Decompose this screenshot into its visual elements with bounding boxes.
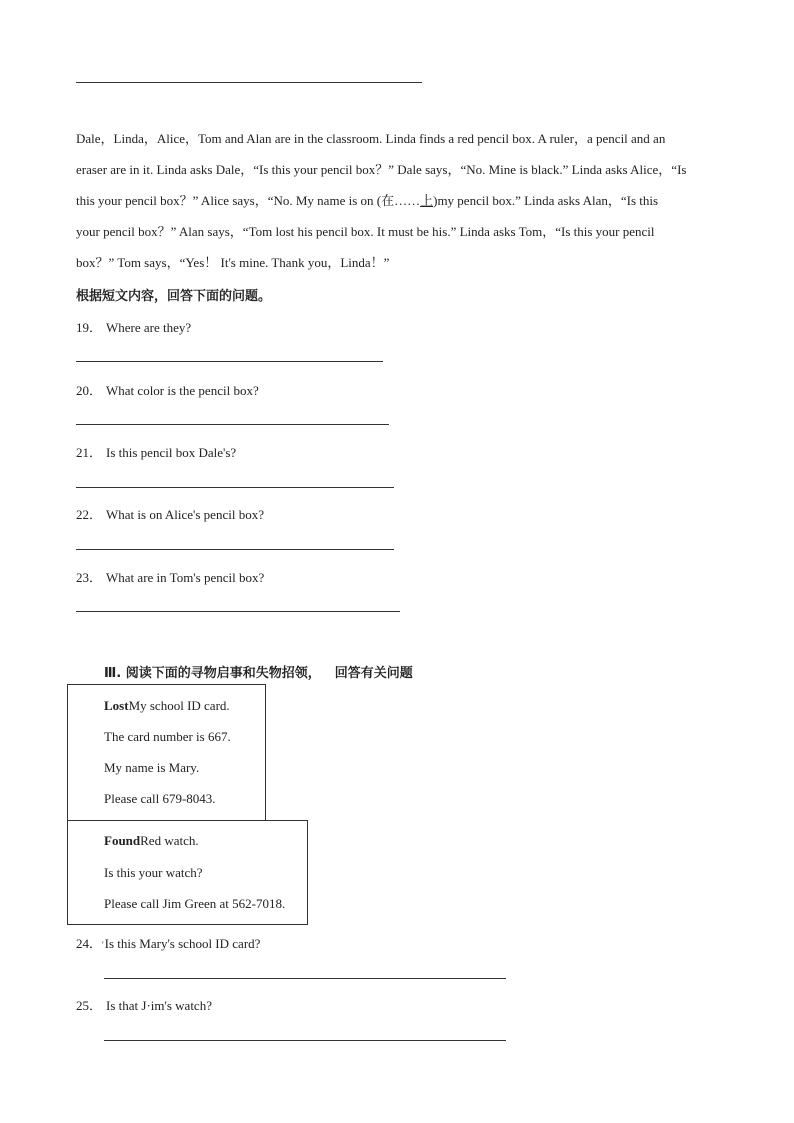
passage-line-1: Dale，Linda，Alice，Tom and Alan are in the classroom. Linda finds a red pencil box. A ruler，a pencil and an xyxy=(76,131,666,146)
found-notice xyxy=(67,820,308,925)
question-text: What are in Tom's pencil box? xyxy=(106,570,265,585)
question-number: 22． xyxy=(76,507,103,522)
question-25 xyxy=(76,995,212,1014)
found-heading: Found xyxy=(104,833,141,848)
question-23 xyxy=(76,567,264,586)
question-number: 20． xyxy=(76,383,103,398)
question-text: Is this pencil box Dale's? xyxy=(106,445,237,460)
passage-underlined-word: 上 xyxy=(420,193,434,208)
lost-line-3: My name is Mary. xyxy=(104,760,200,775)
answer-line-21[interactable] xyxy=(76,487,394,488)
question-number: 25． xyxy=(76,998,103,1013)
answer-line-24[interactable] xyxy=(104,978,506,979)
question-number: 24． xyxy=(76,936,103,951)
section-heading xyxy=(104,662,413,681)
question-24 xyxy=(76,933,260,952)
found-text-1: Red watch. xyxy=(140,833,199,848)
question-number: 19． xyxy=(76,320,103,335)
lost-line-2: The card number is 667. xyxy=(104,729,231,744)
section-roman: Ⅲ. xyxy=(104,666,122,681)
section-title: 阅读下面的寻物启事和失物招领， xyxy=(125,666,321,681)
question-text: Is that J·im's watch? xyxy=(106,998,212,1013)
question-20 xyxy=(76,380,259,399)
question-text: What color is the pencil box? xyxy=(106,383,259,398)
lost-line-1 xyxy=(104,698,230,714)
lost-text-1: My school ID card. xyxy=(128,698,230,713)
question-number: 21． xyxy=(76,445,103,460)
question-22 xyxy=(76,504,264,523)
passage-line-3 xyxy=(76,185,726,216)
reading-passage xyxy=(76,123,726,278)
lost-line-4: Please call 679-8043. xyxy=(104,791,216,806)
question-21 xyxy=(76,442,236,461)
passage-line-5: box？” Tom says，“Yes！ It's mine. Thank you，Linda！” xyxy=(76,255,390,270)
answer-line-top xyxy=(76,82,422,83)
answer-line-23[interactable] xyxy=(76,611,400,612)
answer-line-25[interactable] xyxy=(104,1040,506,1041)
found-line-2: Is this your watch? xyxy=(104,865,203,880)
lost-heading: Lost xyxy=(104,698,129,713)
question-text: Is this Mary's school ID card? xyxy=(104,936,261,951)
question-number: 23． xyxy=(76,570,103,585)
section-title-2: 回答有关问题 xyxy=(334,666,413,681)
answer-line-20[interactable] xyxy=(76,424,389,425)
found-line-3: Please call Jim Green at 562-7018. xyxy=(104,896,286,911)
passage-line-4: your pencil box？” Alan says，“Tom lost his pencil box. It must be his.” Linda asks Tom，“Is this your pencil xyxy=(76,224,655,239)
answer-line-22[interactable] xyxy=(76,549,394,550)
lost-notice xyxy=(67,684,266,822)
answer-line-19[interactable] xyxy=(76,361,383,362)
instruction: 根据短文内容，回答下面的问题。 xyxy=(76,289,272,304)
question-text: What is on Alice's pencil box? xyxy=(106,507,264,522)
passage-line-3-b: )my pencil box.” Linda asks Alan，“Is this xyxy=(433,193,659,208)
passage-line-2: eraser are in it. Linda asks Dale，“Is this your pencil box？” Dale says，“No. Mine is black.” Linda asks Alice，“Is xyxy=(76,162,687,177)
question-mark: ' xyxy=(102,940,104,950)
passage-line-3-a: this your pencil box？” Alice says，“No. My name is on (在…… xyxy=(76,193,421,208)
question-text: Where are they? xyxy=(106,320,192,335)
question-19 xyxy=(76,317,191,336)
found-line-1 xyxy=(104,833,199,849)
